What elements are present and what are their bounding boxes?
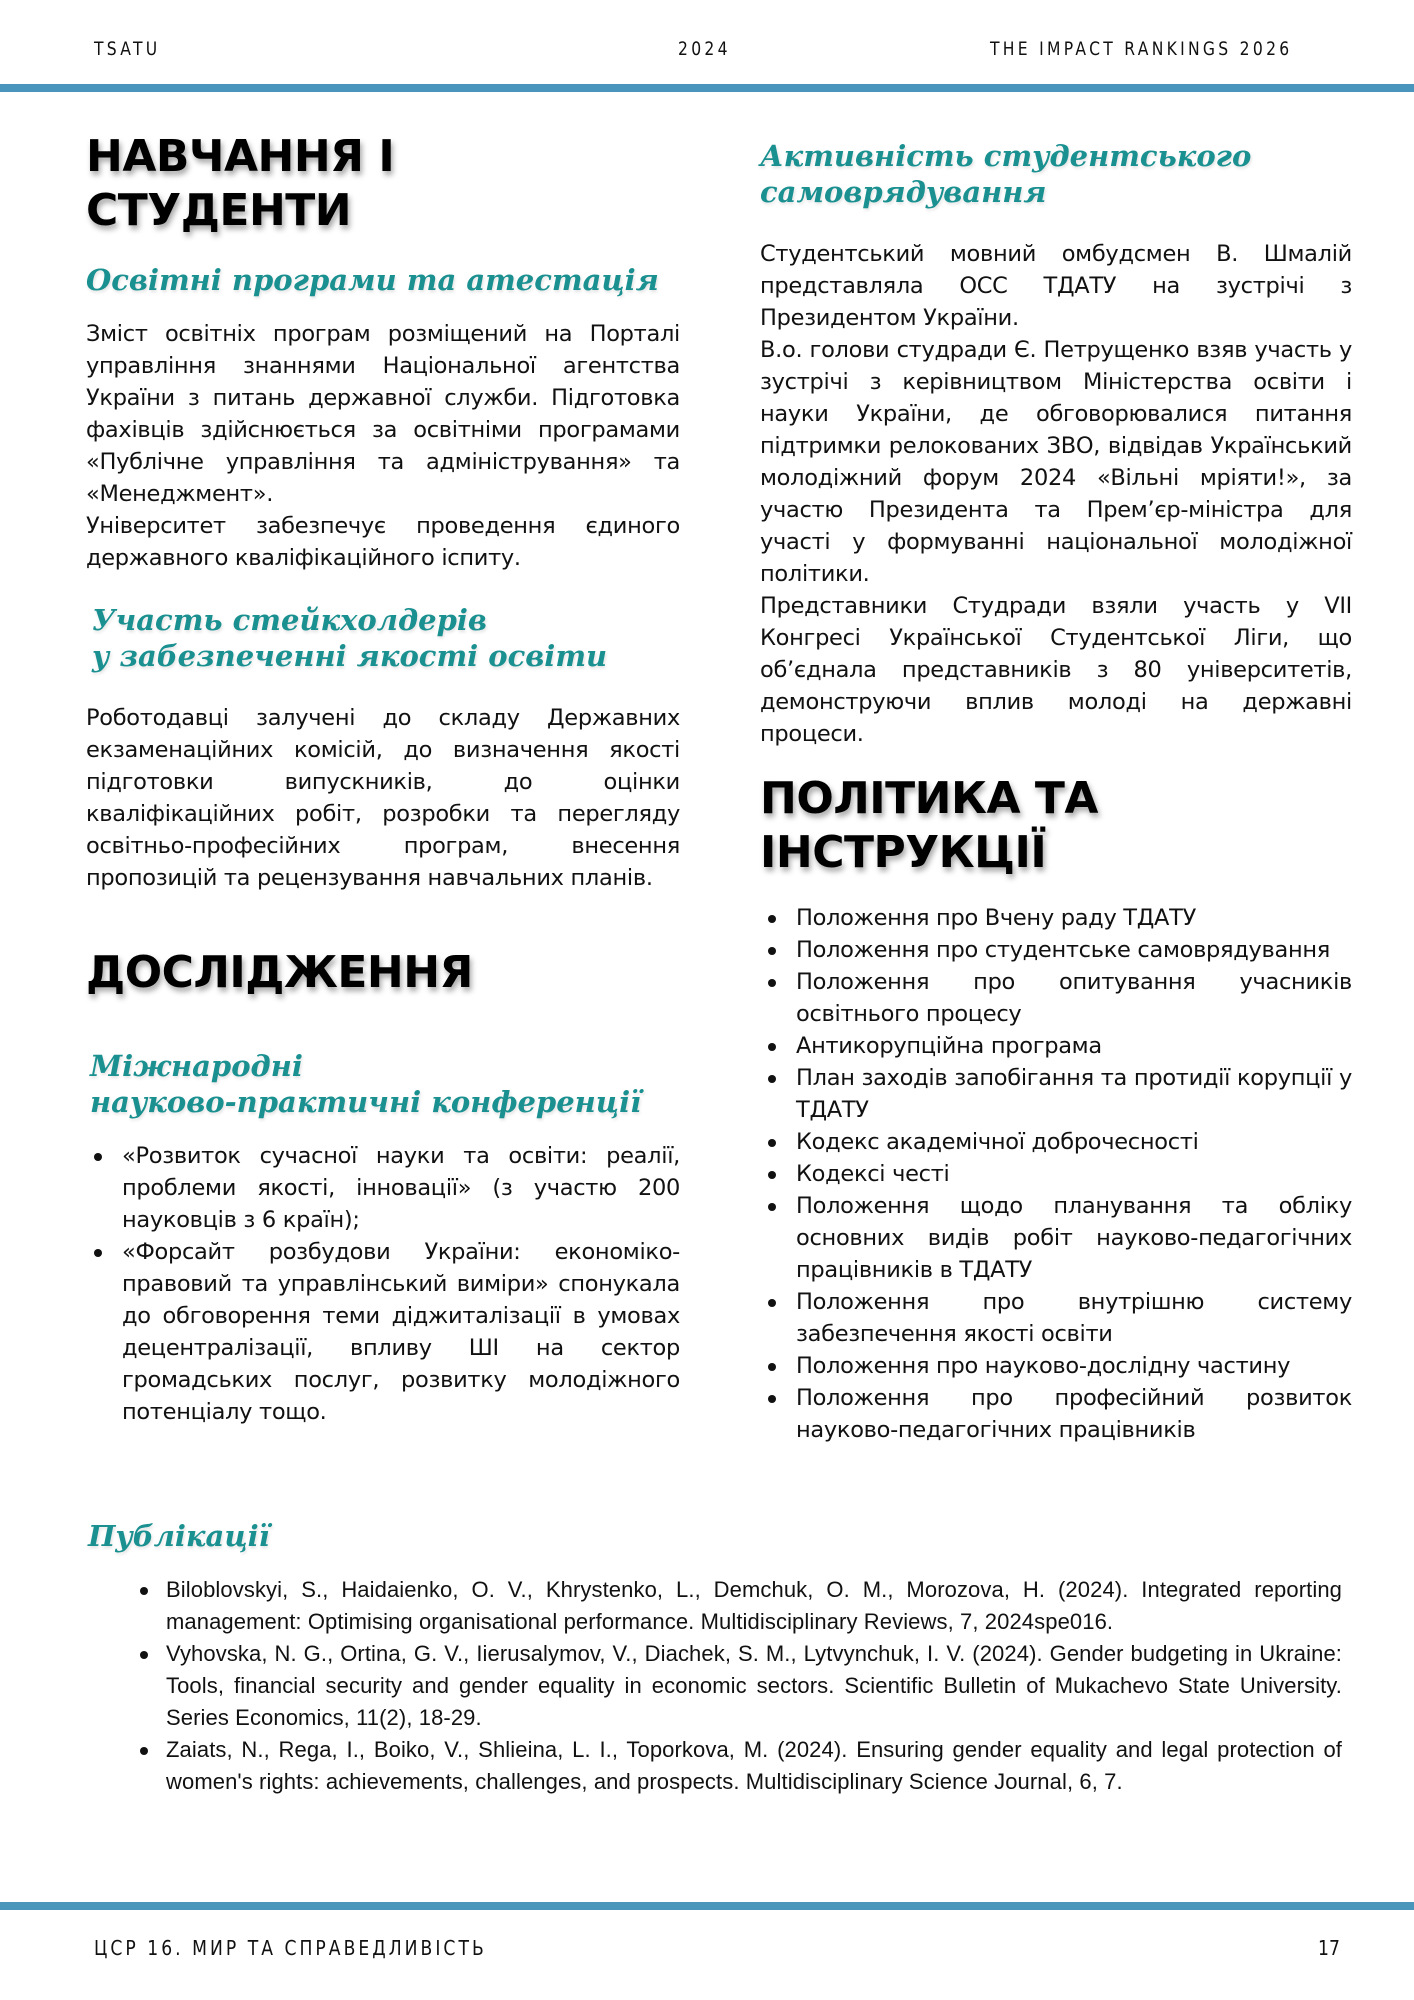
- footer-goal-title: ЦСР 16. МИР ТА СПРАВЕДЛИВІСТЬ: [94, 1936, 487, 1960]
- subheading-stakeholders: [86, 602, 680, 674]
- section-title-policies: [760, 772, 1352, 880]
- heading-line: у забезпеченні якості освіти: [92, 639, 608, 673]
- header-year: 2024: [678, 38, 731, 60]
- publication-item: Vyhovska, N. G., Ortina, G. V., Iierusalymov, V., Diachek, S. M., Lytvynchuk, I. V. (2024). Gender budgeting in Ukraine: Tools, financial security and gender equality in economic sectors. Scientific Bulletin of Mukachevo State University. Series Economics, 11(2), 18-29.: [136, 1638, 1342, 1734]
- paragraph: В.о. голови студради Є. Петрущенко взяв участь у зустрічі з керівництвом Міністерства освіти і науки України, де обговорювалися питання підтримки релокованих ЗВО, відвідав Український молодіжний форум 2024 «Вільні мріяти!», за участю Президента та Прем’єр-міністра для участі у формуванні національної молодіжної політики.: [760, 337, 1352, 587]
- list-item: Положення про внутрішню систему забезпечення якості освіти: [760, 1286, 1352, 1350]
- publications-section: [88, 1518, 1342, 1798]
- footer-divider: [0, 1902, 1414, 1910]
- section-title-education: [86, 130, 680, 238]
- heading-line: науково-практичні конференції: [90, 1085, 642, 1119]
- title-line: СТУДЕНТИ: [86, 185, 352, 236]
- list-item: План заходів запобігання та протидії корупції у ТДАТУ: [760, 1062, 1352, 1126]
- list-item: Положення про Вчену раду ТДАТУ: [760, 902, 1352, 934]
- list-item: Антикорупційна програма: [760, 1030, 1352, 1062]
- heading-line: Участь стейкхолдерів: [92, 603, 487, 637]
- student-government-text: [760, 238, 1352, 750]
- list-item: Кодексі честі: [760, 1158, 1352, 1190]
- list-item: Положення про студентське самоврядування: [760, 934, 1352, 966]
- list-item: Положення про опитування учасників освітнього процесу: [760, 966, 1352, 1030]
- title-line: ПОЛІТИКА ТА: [760, 773, 1098, 824]
- title-line: ІНСТРУКЦІЇ: [760, 827, 1047, 878]
- list-item: Положення щодо планування та обліку основних видів робіт науково-педагогічних працівників в ТДАТУ: [760, 1190, 1352, 1286]
- list-item: «Форсайт розбудови України: економіко-правовий та управлінський виміри» спонукала до обговорення теми діджиталізації в умовах децентралізації, впливу ШІ на сектор громадських послуг, розвитку молодіжного потенціалу тощо.: [86, 1236, 680, 1428]
- left-column: [86, 120, 680, 1428]
- page-number: 17: [1318, 1936, 1340, 1960]
- paragraph: Студентський мовний омбудсмен В. Шмалій представляла ОСС ТДАТУ на зустрічі з Президентом України.: [760, 241, 1352, 331]
- list-item: Кодекс академічної доброчесності: [760, 1126, 1352, 1158]
- heading-line: Міжнародні: [90, 1049, 303, 1083]
- publication-item: Zaiats, N., Rega, I., Boiko, V., Shlieina, L. I., Toporkova, M. (2024). Ensuring gender equality and legal protection of women's rights: achievements, challenges, and prospects. Multidisciplinary Science Journal, 6, 7.: [136, 1734, 1342, 1798]
- publications-list: [136, 1574, 1342, 1798]
- page-header: [0, 0, 1414, 84]
- title-line: НАВЧАННЯ І: [86, 131, 395, 182]
- policies-list: [760, 902, 1352, 1446]
- heading-line: самоврядування: [760, 175, 1047, 209]
- list-item: Положення про професійний розвиток науково-педагогічних працівників: [760, 1382, 1352, 1446]
- subheading-student-government: [760, 138, 1352, 210]
- programs-text: [86, 318, 680, 574]
- list-item: Положення про науково-дослідну частину: [760, 1350, 1352, 1382]
- conferences-list: [86, 1140, 680, 1428]
- section-title-research: ДОСЛІДЖЕННЯ: [86, 947, 473, 998]
- subheading-conferences: [86, 1048, 680, 1120]
- stakeholders-text: Роботодавці залучені до складу Державних екзаменаційних комісій, до визначення якості підготовки випускників, до оцінки кваліфікаційних робіт, розробки та перегляду освітньо-професійних програм, внесення пропозицій та рецензування навчальних планів.: [86, 705, 680, 891]
- right-column: [760, 130, 1352, 1446]
- paragraph: Зміст освітніх програм розміщений на Порталі управління знаннями Національної агентства України з питань державної служби. Підготовка фахівців здійснюється за освітніми програмами «Публічне управління та адміністрування» та «Менеджмент».: [86, 321, 680, 507]
- header-report-title: THE IMPACT RANKINGS 2026: [990, 38, 1293, 60]
- header-institution: TSATU: [94, 38, 161, 60]
- heading-line: Активність студентського: [760, 139, 1252, 173]
- list-item: «Розвиток сучасної науки та освіти: реалії, проблеми якості, інновації» (з участю 200 науковців з 6 країн);: [86, 1140, 680, 1236]
- subheading-publications: Публікації: [88, 1519, 270, 1553]
- paragraph: Представники Студради взяли участь у VII Конгресі Української Студентської Ліги, що об’єднала представників з 80 університетів, демонструючи вплив молоді на державні процеси.: [760, 593, 1352, 747]
- header-divider: [0, 84, 1414, 92]
- publication-item: Biloblovskyi, S., Haidaienko, O. V., Khrystenko, L., Demchuk, O. M., Morozova, H. (2024). Integrated reporting management: Optimising organisational performance. Multidisciplinary Reviews, 7, 2024spe016.: [136, 1574, 1342, 1638]
- subheading-programs: Освітні програми та атестація: [86, 263, 659, 297]
- paragraph: Університет забезпечує проведення єдиного державного кваліфікаційного іспиту.: [86, 513, 680, 571]
